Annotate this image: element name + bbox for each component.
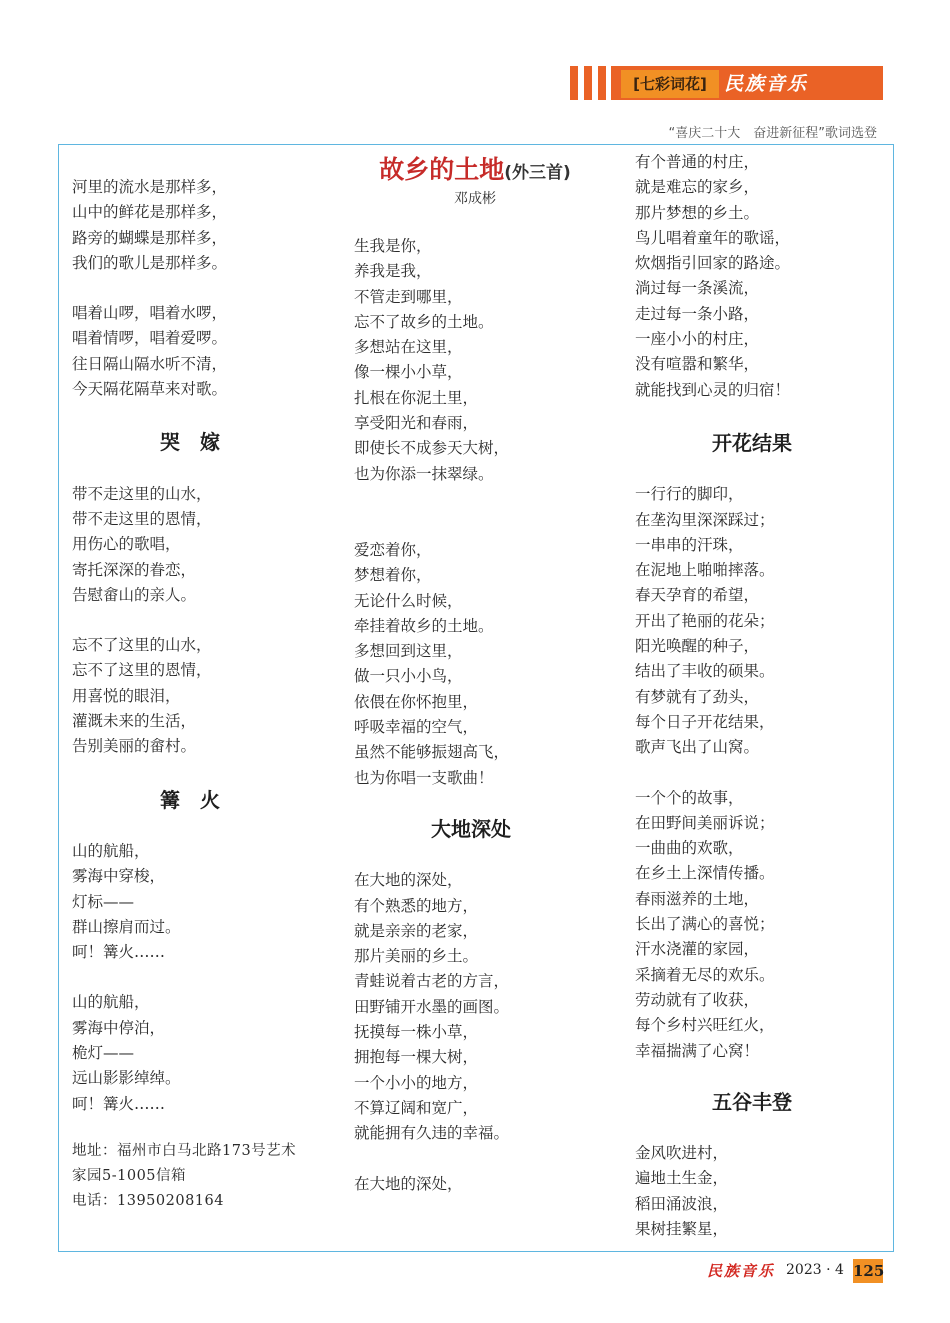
poem-line: 呵！篝火…… <box>72 943 166 962</box>
poem-line: 做一只小小鸟， <box>354 667 463 686</box>
poem-line: 牵挂着故乡的土地。 <box>354 616 494 635</box>
poem-title: 开花结果 <box>712 430 792 455</box>
poem-line: 一座小小的村庄， <box>635 330 760 349</box>
poem-line: 不算辽阔和宽广， <box>354 1098 479 1117</box>
stanza <box>72 839 296 965</box>
poem-line: 有个普通的村庄， <box>635 153 760 171</box>
poem-line: 忘不了故乡的土地。 <box>354 312 494 331</box>
poem-line: 就是亲亲的老家， <box>354 921 479 940</box>
column-middle <box>354 234 511 1197</box>
header-stripe-3 <box>598 66 606 100</box>
poem-line: 淌过每一条溪流， <box>635 279 760 298</box>
contact-address <box>72 1139 296 1214</box>
poem-line: 在泥地上啪啪摔落。 <box>635 561 775 580</box>
poem-line: 群山擦肩而过。 <box>72 917 181 936</box>
poem-line: 春天孕育的希望， <box>635 586 760 605</box>
column-left <box>72 175 296 1214</box>
stanza <box>354 868 511 1146</box>
stanza <box>354 538 511 791</box>
poem-line: 我们的歌儿是那样多。 <box>72 253 228 272</box>
poem-line: 长出了满心的喜悦； <box>635 915 775 934</box>
feature-title-text: 故乡的土地 <box>379 155 505 184</box>
poem-line: 一曲曲的欢歌， <box>635 839 744 858</box>
poem-line: 山的航船， <box>72 993 150 1012</box>
poem-line: 享受阳光和春雨， <box>354 414 479 433</box>
poem-line: 告慰畲山的亲人。 <box>72 585 197 604</box>
poem-line: 在垄沟里深深踩过； <box>635 510 775 529</box>
poem-line: 没有喧嚣和繁华， <box>635 355 760 374</box>
poem-line: 田野铺开水墨的画图。 <box>354 997 510 1016</box>
stanza <box>635 482 792 760</box>
poem-line: 拥抱每一棵大树， <box>354 1048 479 1067</box>
poem-line: 多想回到这里， <box>354 642 463 661</box>
poem-line: 一个个的故事， <box>635 788 744 807</box>
poem-title: 大地深处 <box>431 816 511 841</box>
poem-line: 有个熟悉的地方， <box>354 896 479 915</box>
poem-line: 劳动就有了收获， <box>635 990 760 1009</box>
poem-line: 每个日子开花结果， <box>635 712 775 731</box>
poem-line: 春雨滋养的土地， <box>635 889 760 908</box>
poem-line: 也为你唱一支歌曲！ <box>354 768 494 787</box>
poem-line: 带不走这里的山水， <box>72 484 212 503</box>
poem-line: 路旁的蝴蝶是那样多， <box>72 228 228 247</box>
poem-line: 像一棵小小草， <box>354 363 463 382</box>
poem-line: 告别美丽的畲村。 <box>72 737 197 756</box>
poem-line: 虽然不能够振翅高飞， <box>354 743 510 762</box>
poem-line: 那片美丽的乡土。 <box>354 947 479 966</box>
poem-line: 每个乡村兴旺红火， <box>635 1016 775 1035</box>
poem-line: 果树挂繁星， <box>635 1219 729 1238</box>
stanza <box>72 175 296 276</box>
poem-line: 雾海中停泊， <box>72 1018 166 1037</box>
poem-line: 唱着山啰，唱着水啰， <box>72 304 228 323</box>
feature-title-suffix: (外三首) <box>504 163 571 183</box>
poem-line: 往日隔山隔水听不清， <box>72 354 228 373</box>
header-stripe-1 <box>570 66 578 100</box>
poem-line: 带不走这里的恩情， <box>72 509 212 528</box>
poem-line: 远山影影绰绰。 <box>72 1069 181 1088</box>
stanza <box>354 234 511 487</box>
author-name: 邓成彬 <box>454 191 496 207</box>
poem-line: 稻田涌波浪， <box>635 1194 729 1213</box>
poem-line: 抚摸每一株小草， <box>354 1023 479 1042</box>
poem-line: 金风吹进村， <box>635 1144 729 1163</box>
poem-line: 寄托深深的眷恋， <box>72 560 197 579</box>
stanza <box>635 150 792 403</box>
poem-line: 歌声飞出了山窝。 <box>635 738 760 757</box>
feature-title <box>350 150 600 186</box>
stanza <box>72 482 296 608</box>
poem-line: 即使长不成参天大树， <box>354 439 510 458</box>
poem-line: 桅灯—— <box>72 1044 135 1063</box>
poem-line: 养我是我， <box>354 262 432 281</box>
poem-line: 阳光唤醒的种子， <box>635 637 760 656</box>
issue-number: 2023 · 4 <box>786 1262 844 1278</box>
poem-line: 就是难忘的家乡， <box>635 178 760 197</box>
poem-line: 依偎在你怀抱里， <box>354 692 479 711</box>
poem-line: 呵！篝火…… <box>72 1094 166 1113</box>
poem-line: 扎根在你泥土里， <box>354 388 479 407</box>
poem-line: 在乡土上深情传播。 <box>635 864 775 883</box>
poem-line: 在田野间美丽诉说； <box>635 813 775 832</box>
poem-line: 一串串的汗珠， <box>635 535 744 554</box>
poem-line: 结出了丰收的硕果。 <box>635 662 775 681</box>
header-stripe-2 <box>584 66 592 100</box>
poem-line: 爱恋着你， <box>354 540 432 559</box>
series-subtitle: “喜庆二十大 奋进新征程”歌词选登 <box>668 126 877 141</box>
poem-line: 灌溉未来的生活， <box>72 712 197 731</box>
footer-magazine-logo: 民族音乐 <box>707 1262 776 1280</box>
poem-line: 遍地土生金， <box>635 1169 729 1188</box>
stanza <box>354 1172 511 1197</box>
poem-line: 梦想着你， <box>354 566 432 585</box>
poem-line: 鸟儿唱着童年的歌谣， <box>635 228 791 247</box>
page-number: 125 <box>853 1259 883 1283</box>
address-line: 地址：福州市白马北路173号艺术 <box>72 1142 297 1159</box>
column-right <box>635 150 792 1242</box>
poem-line: 忘不了这里的恩情， <box>72 661 212 680</box>
poem-line: 在大地的深处， <box>354 871 463 890</box>
poem-line: 山中的鲜花是那样多， <box>72 203 228 222</box>
poem-line: 多想站在这里， <box>354 338 463 357</box>
poem-line: 忘不了这里的山水， <box>72 636 212 655</box>
stanza <box>72 633 296 759</box>
poem-line: 唱着情啰，唱着爱啰。 <box>72 329 228 348</box>
stanza <box>635 1141 792 1242</box>
stanza <box>72 990 296 1116</box>
poem-line: 不管走到哪里， <box>354 287 463 306</box>
poem-line: 走过每一条小路， <box>635 304 760 323</box>
poem-line: 就能找到心灵的归宿！ <box>635 380 791 399</box>
stanza <box>72 301 296 402</box>
poem-line: 有梦就有了劲头， <box>635 687 760 706</box>
poem-line: 一个小小的地方， <box>354 1073 479 1092</box>
poem-line: 无论什么时候， <box>354 591 463 610</box>
column-tag: [七彩词花] <box>621 70 719 98</box>
poem-line: 青蛙说着古老的方言， <box>354 972 510 991</box>
poem-title: 哭 嫁 <box>160 430 220 455</box>
stanza <box>635 786 792 1064</box>
poem-line: 今天隔花隔草来对歌。 <box>72 380 228 399</box>
poem-line: 也为你添一抹翠绿。 <box>354 464 494 483</box>
poem-line: 幸福揣满了心窝！ <box>635 1041 760 1060</box>
poem-line: 山的航船， <box>72 841 150 860</box>
poem-line: 那片梦想的乡土。 <box>635 203 760 222</box>
poem-line: 采摘着无尽的欢乐。 <box>635 965 775 984</box>
poem-line: 河里的流水是那样多， <box>72 178 228 196</box>
poem-line: 雾海中穿梭， <box>72 867 166 886</box>
poem-line: 开出了艳丽的花朵； <box>635 611 775 630</box>
poem-line: 灯标—— <box>72 892 135 911</box>
poem-line: 呼吸幸福的空气， <box>354 718 479 737</box>
phone-line: 电话：13950208164 <box>72 1192 224 1209</box>
address-line: 家园5-1005信箱 <box>72 1167 187 1184</box>
magazine-logo: 民族音乐 <box>724 73 809 95</box>
poem-title: 篝 火 <box>160 787 220 812</box>
poem-line: 用伤心的歌唱， <box>72 535 181 554</box>
poem-line: 汗水浇灌的家园， <box>635 940 760 959</box>
poem-line: 就能拥有久违的幸福。 <box>354 1124 510 1143</box>
poem-line: 炊烟指引回家的路途。 <box>635 254 791 273</box>
poem-line: 一行行的脚印， <box>635 485 744 504</box>
poem-title: 五谷丰登 <box>712 1089 792 1114</box>
poem-line: 用喜悦的眼泪， <box>72 686 181 705</box>
poem-line: 生我是你， <box>354 237 432 255</box>
poem-line: 在大地的深处， <box>354 1174 463 1193</box>
